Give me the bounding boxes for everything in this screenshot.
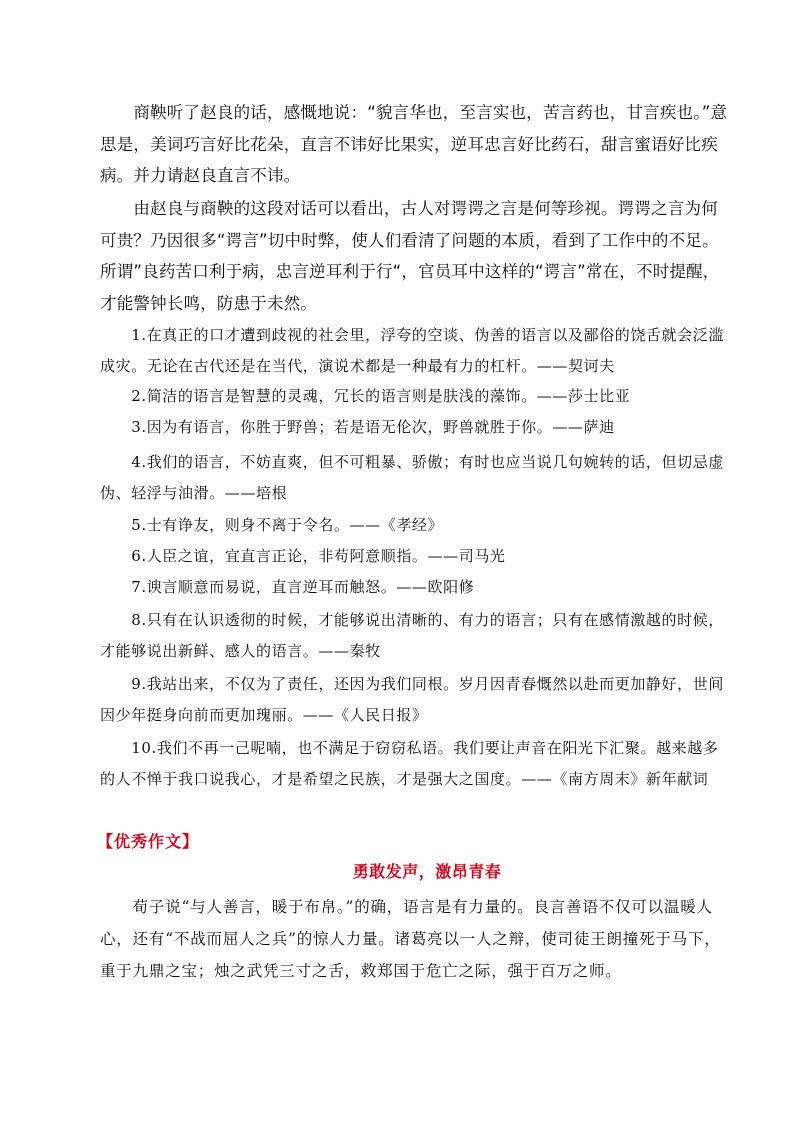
quote-item-9: 9.我站出来，不仅为了责任，还因为我们同根。岁月因青春慨然以赴而更加静好，世间因少年挺身向前而更加瑰丽。——《人民日报》 xyxy=(100,675,724,724)
quote-item-3: 3.因为有语言，你胜于野兽；若是语无伦次，野兽就胜于你。——萨迪 xyxy=(100,418,615,436)
quote-item-4: 4.我们的语言，不妨直爽，但不可粗暴、骄傲；有时也应当说几句婉转的话，但切忌虚伪、轻浮与油滑。——培根 xyxy=(100,453,724,502)
quote-item-6: 6.人臣之谊，宜直言正论，非苟阿意顺指。——司马光 xyxy=(100,547,506,565)
quote-item-10: 10.我们不再一己呢喃，也不满足于窃窃私语。我们要让声音在阳光下汇聚。越来越多的人不惮于我口说我心，才是希望之民族，才是强大之国度。——《南方周末》新年献词 xyxy=(100,739,719,788)
section-tag-excellent-essay: 【优秀作文】 xyxy=(97,832,200,851)
essay-title: 勇敢发声，激昂青春 xyxy=(352,862,502,881)
paragraph-zhao-liang: 由赵良与商鞅的这段对话可以看出，古人对谔谔之言是何等珍视。谔谔之言为何可贵？乃因很多“谔言”切中时弊，使人们看清了问题的本质，看到了工作中的不足。所谓”良药苦口利于病，忠言逆耳利于行“，官员耳中这样的“谔言”常在，不时提醒，才能警钟长鸣，防患于未然。 xyxy=(100,199,720,313)
quote-item-8: 8.只有在认识透彻的时候，才能够说出清晰的、有力的语言；只有在感情激越的时候，才能够说出新鲜、感人的语言。——秦牧 xyxy=(100,611,724,660)
quote-item-7: 7.谀言顺意而易说，直言逆耳而触怒。——欧阳修 xyxy=(100,578,475,596)
paragraph-shang-yang: 商鞅听了赵良的话，感慨地说：“貌言华也，至言实也，苦言药也，甘言疾也。”意思是，美词巧言好比花朵，直言不讳好比果实，逆耳忠言好比药石，甜言蜜语好比疾病。并力请赵良直言不讳。 xyxy=(100,103,728,185)
essay-paragraph: 荀子说“与人善言，暖于布帛。”的确，语言是有力量的。良言善语不仅可以温暖人心，还有“不战而屈人之兵”的惊人力量。诸葛亮以一人之辩，使司徒王朗撞死于马下，重于九鼎之宝；烛之武凭三寸之舌，救郑国于危亡之际，强于百万之师。 xyxy=(100,898,721,980)
quote-item-5: 5.士有诤友，则身不离于令名。——《孝经》 xyxy=(100,516,444,534)
quote-item-2: 2.简洁的语言是智慧的灵魂，冗长的语言则是肤浅的藻饰。——莎士比亚 xyxy=(100,387,631,405)
quote-item-1: 1.在真正的口才遭到歧视的社会里，浮夸的空谈、伪善的语言以及鄙俗的饶舌就会泛滥成灾。无论在古代还是在当代，演说术都是一种最有力的杠杆。——契诃夫 xyxy=(100,326,724,375)
